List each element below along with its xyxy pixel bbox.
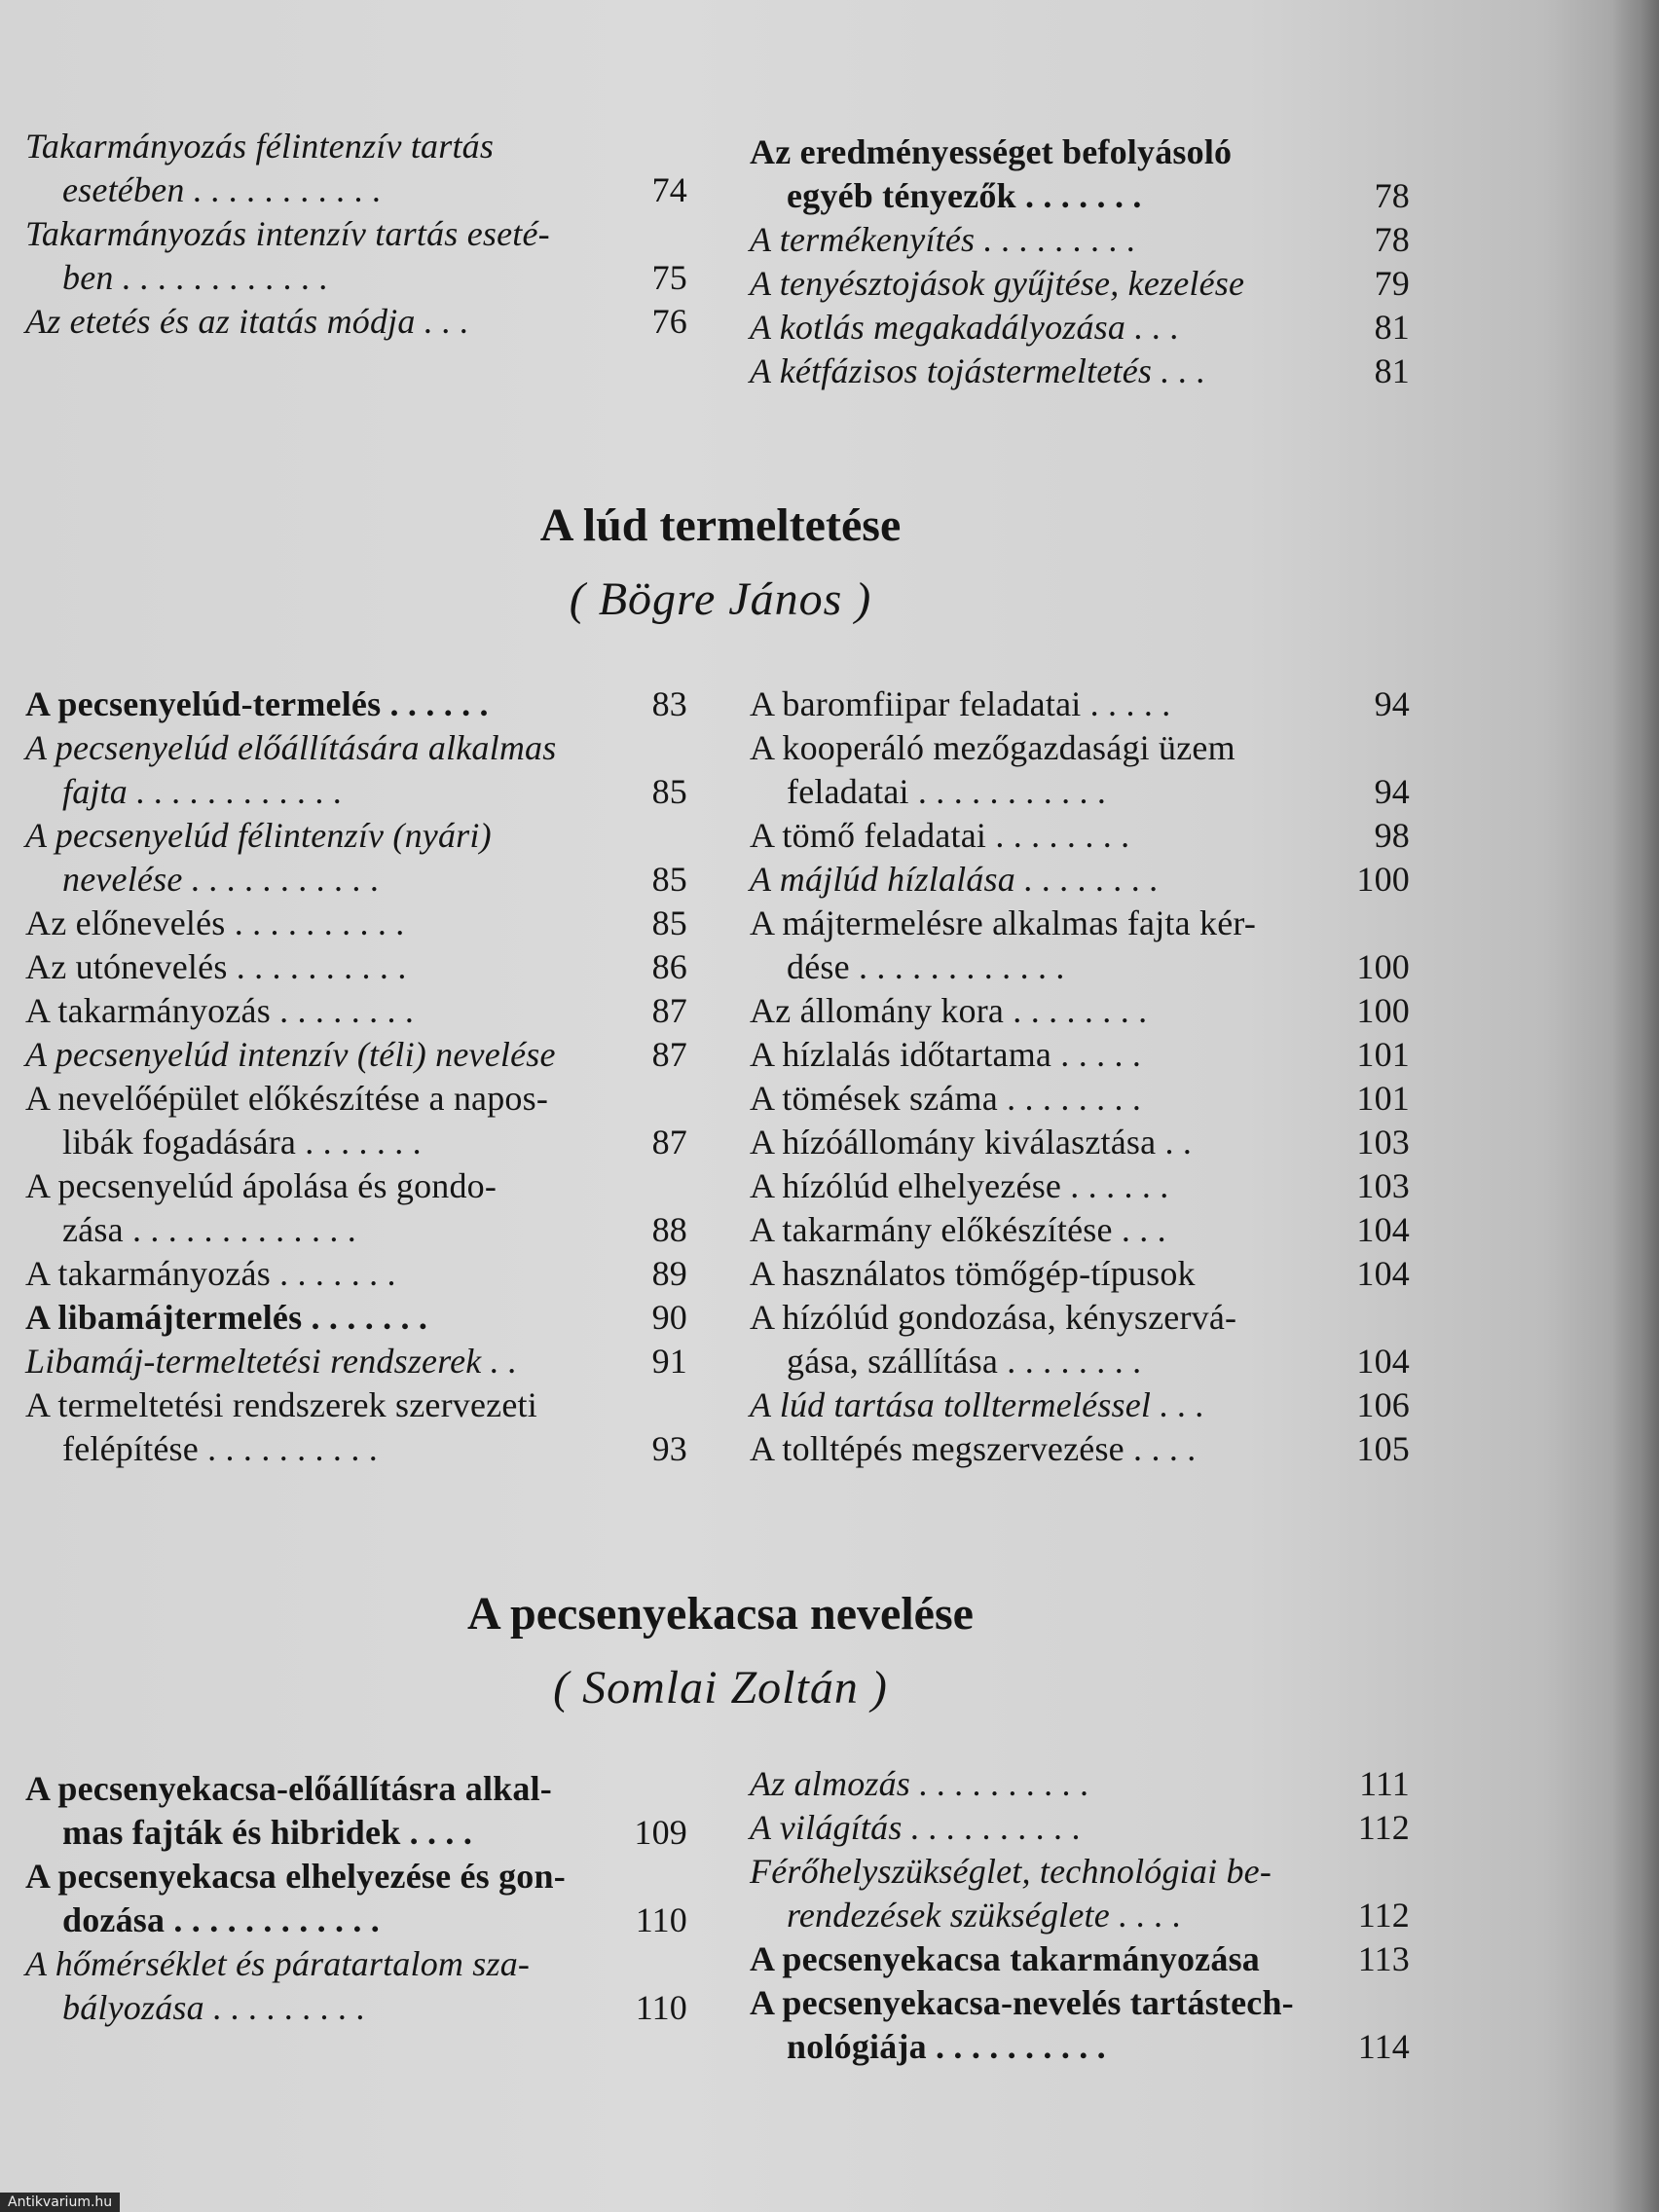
toc-page-number: 81 [1374,308,1410,347]
toc-entry-text: Takarmányozás félintenzív tartás [25,127,495,166]
toc-entry-text: A nevelőépület előkészítése a napos- [25,1079,549,1118]
toc-entry [750,1121,1410,1164]
toc-entry [25,1164,687,1252]
toc-entry-text: dése . . . . . . . . . . . . [787,947,1065,986]
toc-entry-text: A kotlás megakadályozása . . . [750,308,1180,347]
toc-page-number: 110 [635,1988,687,2027]
toc-entry-text: Takarmányozás intenzív tartás eseté- [25,214,550,253]
toc-page-number: 76 [651,302,687,341]
toc-page-number: 78 [1374,176,1410,215]
toc-entry [750,1981,1410,2069]
toc-entry-text: A lúd tartása tolltermeléssel . . . [750,1385,1205,1424]
toc-page-number: 93 [651,1429,687,1468]
toc-entry-text: fajta . . . . . . . . . . . . [62,772,343,811]
toc-page-number: 113 [1357,1939,1410,1978]
toc-entry-text: A tolltépés megszervezése . . . . [750,1429,1197,1468]
toc-entry-text: A használatos tömőgép-típusok [750,1254,1196,1293]
toc-entry-text: Az etetés és az itatás módja . . . [25,302,469,341]
toc-entry-text: A libamájtermelés . . . . . . . [25,1298,428,1337]
toc-entry [750,262,1410,306]
toc-entry [750,350,1410,393]
toc-page-number: 105 [1356,1429,1410,1468]
toc-entry [25,1383,687,1471]
toc-entry-text: mas fajták és hibridek . . . . [62,1813,473,1852]
toc-page-number: 85 [651,860,687,899]
toc-page-number: 85 [651,903,687,942]
toc-entry [25,945,687,989]
toc-entry-text: A kooperáló mezőgazdasági üzem [750,728,1235,767]
toc-page-number: 109 [634,1813,687,1852]
toc-page-number: 103 [1356,1123,1410,1161]
toc-entry [750,1164,1410,1208]
toc-entry [25,1767,687,1855]
toc-entry-text: ben . . . . . . . . . . . . [62,258,329,297]
toc-entry [25,814,687,902]
toc-entry-text: A pecsenyelúd előállítására alkalmas [25,728,557,767]
toc-entry [25,1033,687,1077]
toc-page-number: 94 [1374,772,1410,811]
toc-page-number: 111 [1359,1764,1410,1803]
toc-entry-text: Libamáj-termeltetési rendszerek . . [25,1342,518,1381]
toc-entry-text: A májtermelésre alkalmas fajta kér- [750,903,1257,942]
toc-entry [25,1077,687,1164]
toc-entry-text: dozása . . . . . . . . . . . . [62,1900,381,1939]
page-spine-shadow [1612,0,1659,2212]
toc-page-number: 87 [651,1123,687,1161]
toc-entry-text: felépítése . . . . . . . . . . [62,1429,378,1468]
toc-entry-text: A hízlalás időtartama . . . . . [750,1035,1142,1074]
toc-page-number: 104 [1356,1254,1410,1293]
toc-entry [750,1033,1410,1077]
toc-entry-text: zása . . . . . . . . . . . . . [62,1210,356,1249]
toc-page-number: 88 [651,1210,687,1249]
toc-section2-right-column [750,1762,1410,2069]
toc-entry-text: Az almozás . . . . . . . . . . [750,1764,1090,1803]
toc-page-number: 100 [1356,991,1410,1030]
toc-page-number: 101 [1356,1035,1410,1074]
toc-entry [25,1340,687,1383]
toc-entry [750,814,1410,858]
toc-entry-text: A világítás . . . . . . . . . . [750,1808,1082,1847]
section-title-goose: A lúd termeltetése [539,499,902,551]
toc-entry-text: A tenyésztojások gyűjtése, kezelése [750,264,1245,303]
toc-page-number: 75 [651,258,687,297]
toc-entry [750,1077,1410,1121]
toc-entry-text: A pecsenyelúd-termelés . . . . . . [25,684,489,723]
toc-page-number: 100 [1356,947,1410,986]
toc-page-number: 83 [651,684,687,723]
toc-entry [750,726,1410,814]
toc-entry [25,726,687,814]
toc-page-number: 104 [1356,1210,1410,1249]
toc-entry [25,300,687,344]
toc-entry-text: nevelése . . . . . . . . . . . [62,860,380,899]
toc-entry-text: feladatai . . . . . . . . . . . [787,772,1107,811]
toc-entry [750,902,1410,989]
toc-page-number: 106 [1356,1385,1410,1424]
toc-entry [750,1296,1410,1383]
toc-entry-text: A pecsenyekacsa-előállításra alkal- [25,1769,552,1808]
toc-top-left-column [25,125,687,344]
toc-entry [25,1296,687,1340]
toc-page-number: 100 [1356,860,1410,899]
toc-entry-text: esetében . . . . . . . . . . . [62,170,382,209]
toc-entry-text: A termékenyítés . . . . . . . . . [750,220,1136,259]
toc-entry-text: bályozása . . . . . . . . . [62,1988,366,2027]
toc-entry [750,682,1410,726]
toc-page-number: 114 [1357,2027,1410,2066]
toc-entry [750,1850,1410,1937]
toc-page-number: 91 [651,1342,687,1381]
section-title-duck: A pecsenyekacsa nevelése [467,1588,974,1640]
toc-entry-text: A tömő feladatai . . . . . . . . [750,816,1130,855]
toc-page-number: 110 [635,1900,687,1939]
toc-entry-text: A tömések száma . . . . . . . . [750,1079,1142,1118]
toc-entry-text: libák fogadására . . . . . . . [62,1123,422,1161]
toc-page-number: 87 [651,991,687,1030]
toc-entry-text: Az állomány kora . . . . . . . . [750,991,1148,1030]
toc-entry-text: A májlúd hízlalása . . . . . . . . [750,860,1160,899]
toc-entry [25,1855,687,1942]
toc-entry [750,1383,1410,1427]
toc-entry [750,306,1410,350]
toc-page-number: 94 [1374,684,1410,723]
toc-page-number: 112 [1357,1808,1410,1847]
toc-entry [750,1806,1410,1850]
toc-page-number: 98 [1374,816,1410,855]
toc-page-number: 104 [1356,1342,1410,1381]
toc-entry [25,125,687,212]
toc-entry-text: A takarmány előkészítése . . . [750,1210,1166,1249]
toc-entry [750,218,1410,262]
toc-entry-text: A pecsenyelúd félintenzív (nyári) [25,816,492,855]
toc-entry-text: A hőmérséklet és páratartalom sza- [25,1944,531,1983]
toc-entry [25,682,687,726]
toc-entry-text: A pecsenyelúd ápolása és gondo- [25,1166,498,1205]
toc-entry-text: Az eredményességet befolyásoló [750,132,1233,171]
toc-entry [750,1937,1410,1981]
toc-entry-text: A pecsenyelúd intenzív (téli) nevelése [25,1035,556,1074]
toc-section1-right-column [750,682,1410,1471]
toc-entry-text: A kétfázisos tojástermeltetés . . . [750,351,1206,390]
toc-entry-text: rendezések szükséglete . . . . [787,1896,1182,1935]
toc-section2-left-column [25,1767,687,2030]
watermark-label: Antikvarium.hu [0,2193,120,2212]
toc-top-right-column [750,130,1410,393]
toc-page-number: 78 [1374,220,1410,259]
toc-page-number: 87 [651,1035,687,1074]
toc-entry-text: nológiája . . . . . . . . . . [787,2027,1106,2066]
toc-entry [25,902,687,945]
toc-entry [750,989,1410,1033]
toc-page-number: 112 [1357,1896,1410,1935]
toc-entry [750,1762,1410,1806]
toc-entry-text: A hízólúd gondozása, kényszervá- [750,1298,1237,1337]
toc-entry [25,212,687,300]
toc-entry-text: A hízólúd elhelyezése . . . . . . [750,1166,1169,1205]
section-author-duck: ( Somlai Zoltán ) [553,1662,888,1714]
toc-entry-text: A pecsenyekacsa-nevelés tartástech- [750,1983,1294,2022]
toc-entry [750,130,1410,218]
toc-entry-text: Férőhelyszükséglet, technológiai be- [750,1852,1272,1891]
toc-page-number: 85 [651,772,687,811]
toc-entry-text: A baromfiipar feladatai . . . . . [750,684,1171,723]
section-author-goose: ( Bögre János ) [569,573,872,625]
toc-entry-text: A termeltetési rendszerek szervezeti [25,1385,537,1424]
toc-entry [750,1208,1410,1252]
toc-page-number: 81 [1374,351,1410,390]
toc-page-number: 89 [651,1254,687,1293]
toc-entry-text: egyéb tényezők . . . . . . . [787,176,1142,215]
toc-entry-text: Az előnevelés . . . . . . . . . . [25,903,405,942]
toc-page-number: 90 [651,1298,687,1337]
toc-entry-text: A takarmányozás . . . . . . . . [25,991,415,1030]
toc-entry [25,1942,687,2030]
toc-page-number: 86 [651,947,687,986]
toc-entry-text: A pecsenyekacsa takarmányozása [750,1939,1260,1978]
toc-page-number: 101 [1356,1079,1410,1118]
toc-entry [750,858,1410,902]
toc-page-number: 74 [651,170,687,209]
toc-entry-text: A pecsenyekacsa elhelyezése és gon- [25,1857,566,1896]
toc-entry-text: Az utónevelés . . . . . . . . . . [25,947,407,986]
toc-section1-left-column [25,682,687,1471]
toc-entry [750,1427,1410,1471]
toc-page-number: 103 [1356,1166,1410,1205]
toc-page-number: 79 [1374,264,1410,303]
toc-entry-text: gása, szállítása . . . . . . . . [787,1342,1142,1381]
toc-entry [750,1252,1410,1296]
toc-entry-text: A takarmányozás . . . . . . . [25,1254,396,1293]
toc-entry [25,1252,687,1296]
toc-entry-text: A hízóállomány kiválasztása . . [750,1123,1193,1161]
toc-entry [25,989,687,1033]
